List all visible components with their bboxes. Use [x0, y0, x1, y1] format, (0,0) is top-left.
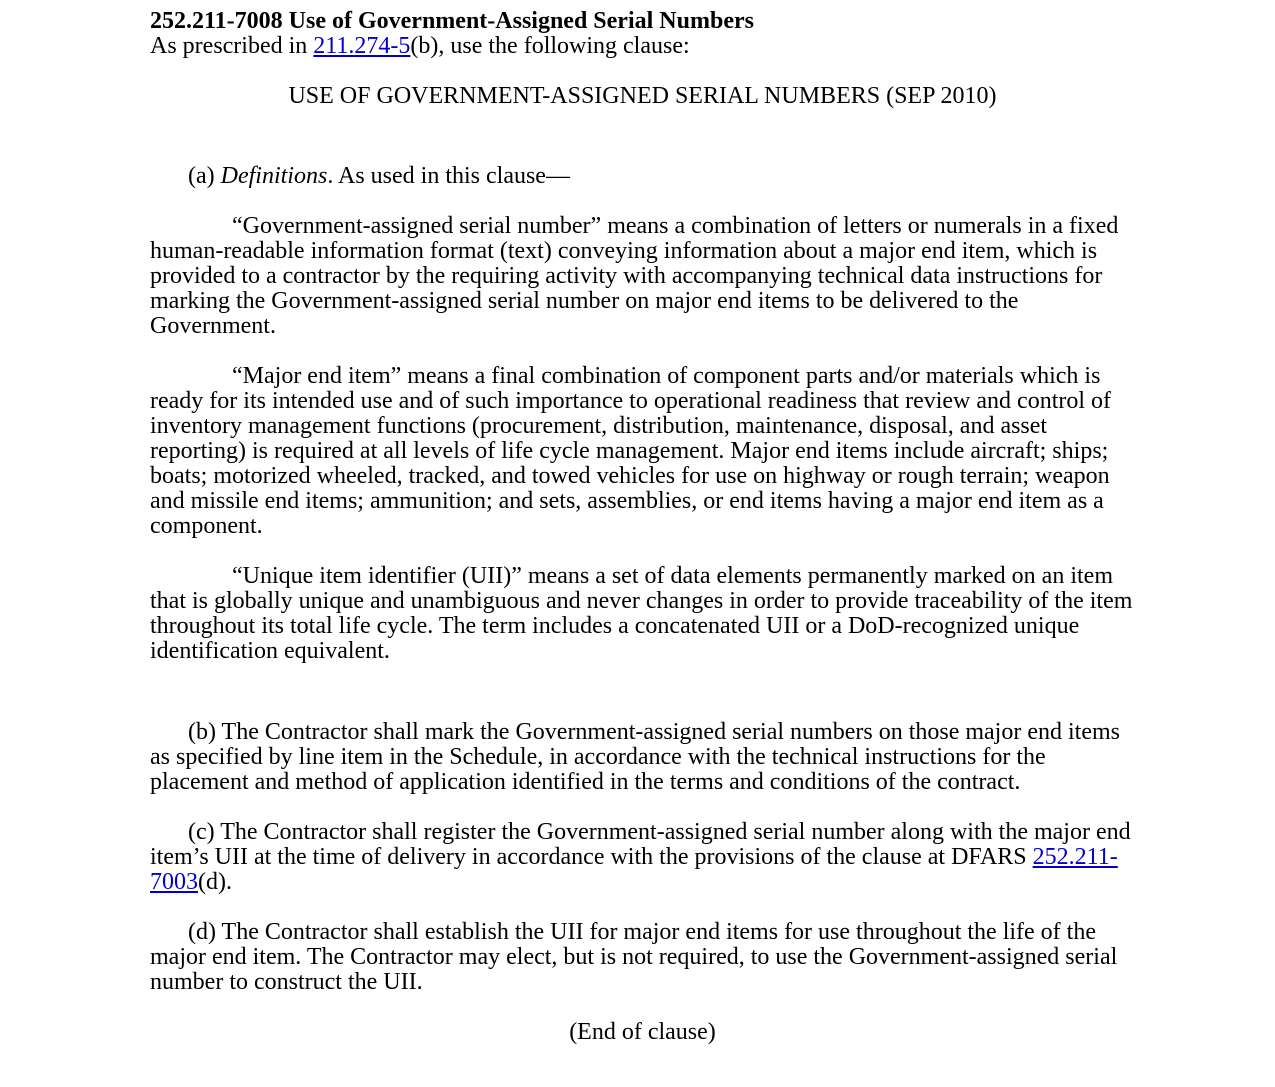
- definitions-heading: Definitions: [220, 163, 328, 189]
- link-211-274-5[interactable]: 211.274-5: [313, 33, 411, 59]
- prescription-line: [150, 34, 1135, 59]
- paragraph-c: [150, 820, 1135, 895]
- paragraph-a-text: . As used in this clause—: [327, 163, 570, 189]
- clause-title: USE OF GOVERNMENT-ASSIGNED SERIAL NUMBERS (SEP 2010): [288, 83, 997, 109]
- definition-government-assigned-serial-number: “Government-assigned serial number” means a combination of letters or numerals in a fixed human-readable information format (text) conveying information about a major end item, which is provided to a contractor by the requiring activity with accompanying technical data instructions for marking the Government-assigned serial number on major end items to be delivered to the Government.: [150, 213, 1119, 339]
- paragraph-b: (b) The Contractor shall mark the Government-assigned serial numbers on those major end items as specified by line item in the Schedule, in accordance with the technical instructions for the placement and method of application identified in the terms and conditions of the contract.: [150, 719, 1120, 795]
- section-heading: 252.211-7008 Use of Government-Assigned Serial Numbers: [150, 8, 754, 34]
- clause-document: [150, 9, 1135, 1045]
- intro-text-before: As prescribed in: [150, 33, 314, 59]
- end-of-clause: (End of clause): [569, 1019, 716, 1045]
- link-252-211-7003[interactable]: 252.211-7003: [150, 844, 1118, 895]
- definition-major-end-item: “Major end item” means a final combination of component parts and/or materials which is ready for its intended use and of such importance to operational readiness that review and control of inventory management functions (procurement, distribution, maintenance, disposal, and asset reporting) is required at all levels of life cycle management. Major end items include aircraft; ships; boats; motorized wheeled, tracked, and towed vehicles for use on highway or rough terrain; weapon and missile end items; ammunition; and sets, assemblies, or end items having a major end item as a component.: [150, 363, 1112, 539]
- paragraph-d: (d) The Contractor shall establish the UII for major end items for use throughout the life of the major end item. The Contractor may elect, but is not required, to use the Government-assigned serial number to construct the UII.: [150, 919, 1118, 995]
- paragraph-c-text-before: (c) The Contractor shall register the Government-assigned serial number along with the major end item’s UII at the time of delivery in accordance with the provisions of the clause at DFARS: [150, 819, 1131, 870]
- paragraph-c-text-after: (d).: [198, 869, 232, 895]
- paragraph-a-label: (a): [188, 163, 221, 189]
- paragraph-a: [150, 164, 1135, 189]
- definition-unique-item-identifier: “Unique item identifier (UII)” means a set of data elements permanently marked on an item that is globally unique and unambiguous and never changes in order to provide traceability of the item throughout its total life cycle. The term includes a concatenated UII or a DoD-recognized unique identification equivalent.: [150, 563, 1133, 664]
- intro-text-after: (b), use the following clause:: [410, 33, 690, 59]
